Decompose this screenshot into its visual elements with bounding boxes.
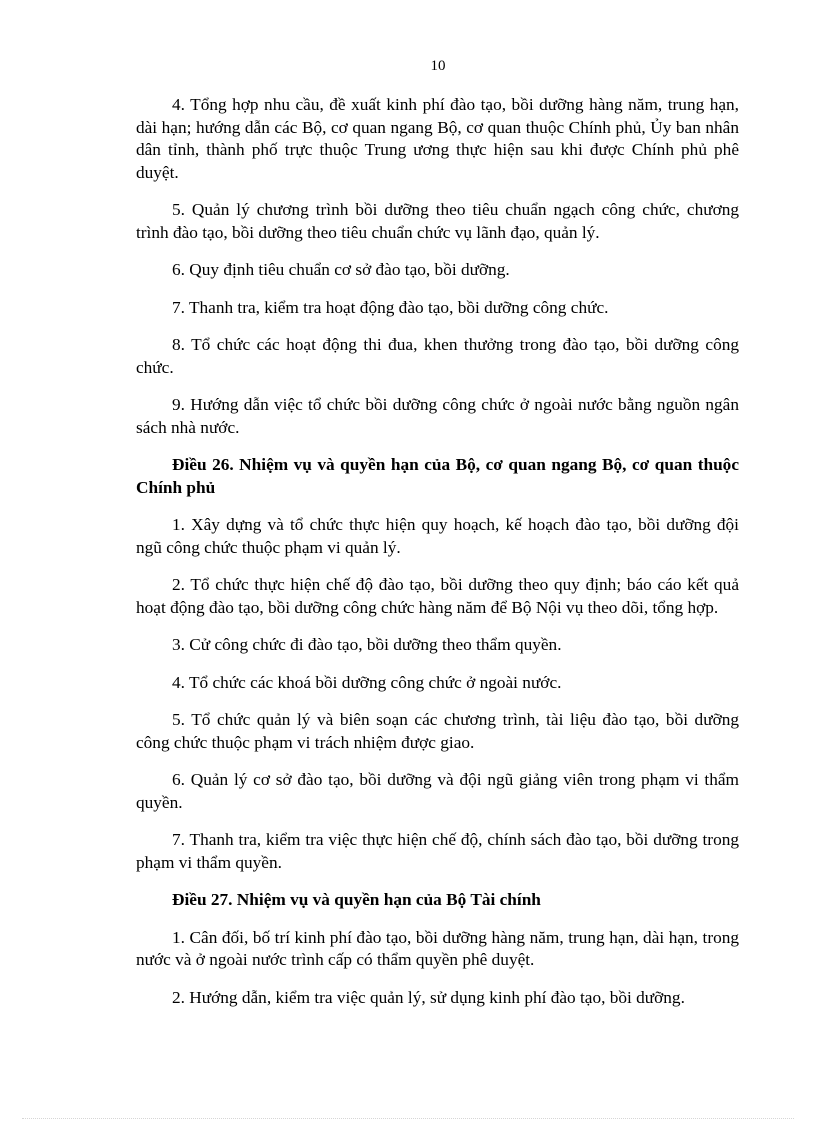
page-bottom-divider <box>22 1118 794 1119</box>
article-27-item-1: 1. Cân đối, bố trí kinh phí đào tạo, bồi dưỡng hàng năm, trung hạn, dài hạn, trong nước và ở ngoài nước trình cấp có thẩm quyền phê duyệt. <box>136 927 739 969</box>
document-body <box>136 94 739 1009</box>
paragraph-item-4: 4. Tổng hợp nhu cầu, đề xuất kinh phí đào tạo, bồi dưỡng hàng năm, trung hạn, dài hạn; hướng dẫn các Bộ, cơ quan ngang Bộ, cơ quan thuộc Chính phủ, Ủy ban nhân dân tỉnh, thành phố trực thuộc Trung ương thực hiện sau khi được Chính phủ phê duyệt. <box>136 95 739 182</box>
paragraph-item-8: 8. Tổ chức các hoạt động thi đua, khen thưởng trong đào tạo, bồi dưỡng công chức. <box>136 335 739 377</box>
article-26-item-2: 2. Tổ chức thực hiện chế độ đào tạo, bồi dưỡng theo quy định; báo cáo kết quả hoạt động đào tạo, bồi dưỡng công chức hàng năm để Bộ Nội vụ theo dõi, tổng hợp. <box>136 575 739 617</box>
paragraph-item-5: 5. Quản lý chương trình bồi dưỡng theo tiêu chuẩn ngạch công chức, chương trình đào tạo, bồi dưỡng theo tiêu chuẩn chức vụ lãnh đạo, quản lý. <box>136 200 739 242</box>
article-26-item-6: 6. Quản lý cơ sở đào tạo, bồi dưỡng và đội ngũ giảng viên trong phạm vi thẩm quyền. <box>136 770 739 812</box>
article-26-item-7: 7. Thanh tra, kiểm tra việc thực hiện chế độ, chính sách đào tạo, bồi dưỡng trong phạm vi thẩm quyền. <box>136 830 739 872</box>
page-number: 10 <box>430 58 446 74</box>
article-27-item-2: 2. Hướng dẫn, kiểm tra việc quản lý, sử dụng kinh phí đào tạo, bồi dưỡng. <box>172 987 685 1007</box>
article-26-item-3: 3. Cử công chức đi đào tạo, bồi dưỡng theo thẩm quyền. <box>172 635 562 654</box>
paragraph-item-7: 7. Thanh tra, kiểm tra hoạt động đào tạo, bồi dưỡng công chức. <box>172 297 609 317</box>
article-26-item-4: 4. Tổ chức các khoá bồi dưỡng công chức ở ngoài nước. <box>172 672 562 692</box>
article-26-heading: Điều 26. Nhiệm vụ và quyền hạn của Bộ, cơ quan ngang Bộ, cơ quan thuộc Chính phủ <box>136 455 739 497</box>
paragraph-item-6: 6. Quy định tiêu chuẩn cơ sở đào tạo, bồi dưỡng. <box>172 260 510 279</box>
article-27-heading: Điều 27. Nhiệm vụ và quyền hạn của Bộ Tài chính <box>172 890 541 909</box>
article-26-item-1: 1. Xây dựng và tổ chức thực hiện quy hoạch, kế hoạch đào tạo, bồi dưỡng đội ngũ công chức thuộc phạm vi quản lý. <box>136 515 739 557</box>
article-26-item-5: 5. Tổ chức quản lý và biên soạn các chương trình, tài liệu đào tạo, bồi dưỡng công chức thuộc phạm vi trách nhiệm được giao. <box>136 710 739 752</box>
paragraph-item-9: 9. Hướng dẫn việc tổ chức bồi dưỡng công chức ở ngoài nước bằng nguồn ngân sách nhà nước. <box>136 395 739 437</box>
